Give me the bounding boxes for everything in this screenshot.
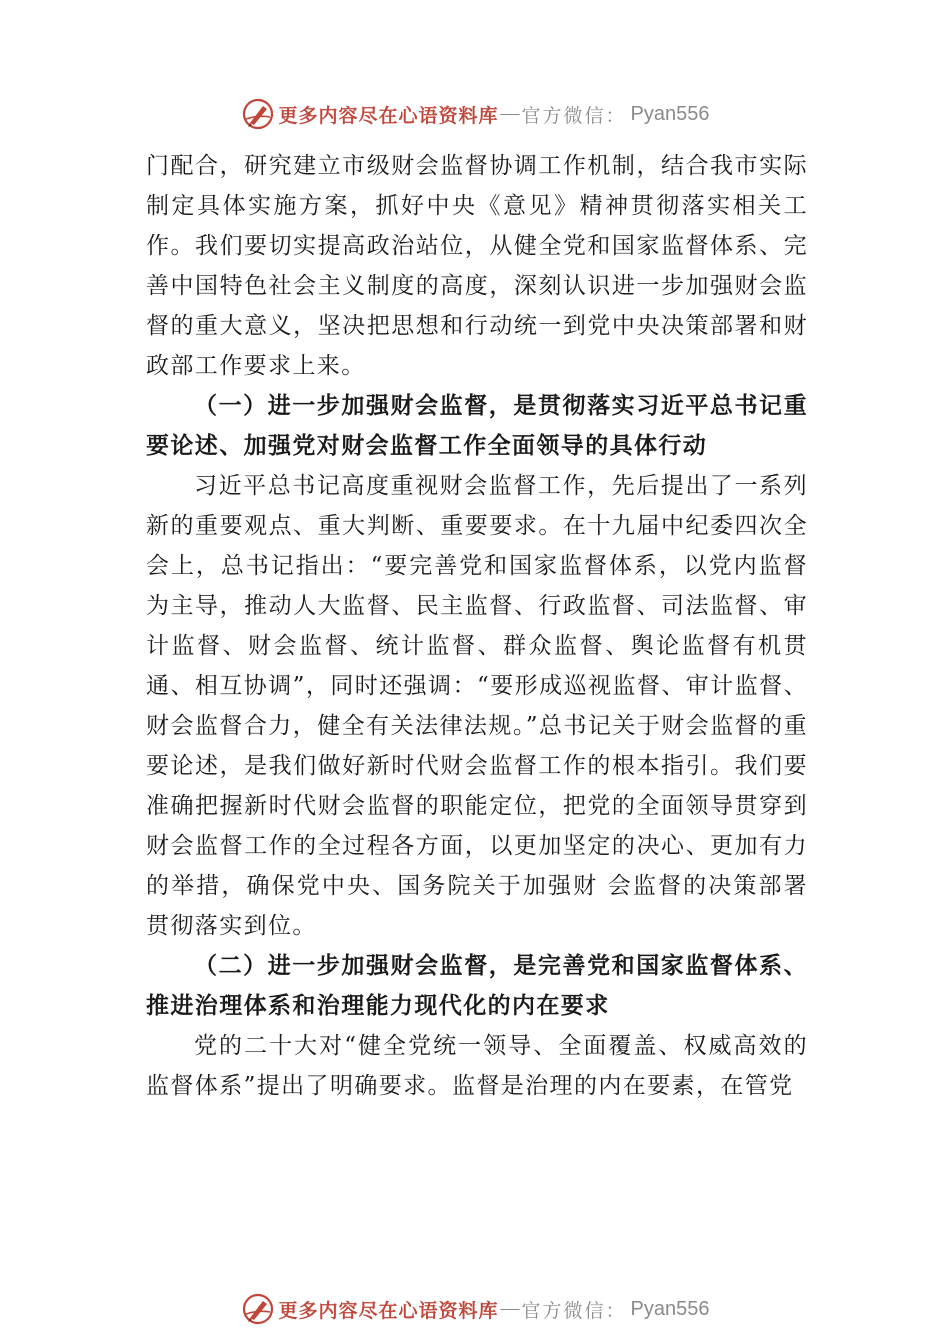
watermark-dash: — — [500, 103, 520, 124]
pen-logo-icon — [241, 97, 275, 131]
section-heading-2: （二）进一步加强财会监督，是完善党和国家监督体系、推进治理体系和治理能力现代化的内在要求 — [146, 952, 808, 1019]
watermark-wechat-label: 官方微信： — [521, 104, 627, 127]
watermark-title: 更多内容尽在心语资料库 — [278, 1299, 499, 1322]
section-heading-1: （一）进一步加强财会监督，是贯彻落实习近平总书记重要论述、加强党对财会监督工作全面领导的具体行动 — [146, 392, 808, 459]
paragraph-continuation: 门配合，研究建立市级财会监督协调工作机制，结合我市实际制定具体实施方案，抓好中央《意见》精神贯彻落实相关工作。我们要切实提高政治站位，从健全党和国家监督体系、完善中国特色社会主义制度的高度，深刻认识进一步加强财会监督的重大意义，坚决把思想和行动统一到党中央决策部署和财政部工作要求上来。 — [146, 153, 808, 379]
document-body — [146, 146, 808, 1106]
watermark-wechat-id: Pyan556 — [630, 102, 710, 125]
paragraph-body-1: 习近平总书记高度重视财会监督工作，先后提出了一系列新的重要观点、重大判断、重要要求。在十九届中纪委四次全会上，总书记指出：“要完善党和国家监督体系，以党内监督为主导，推动人大监督、民主监督、行政监督、司法监督、审计监督、财会监督、统计监督、群众监督、舆论监督有机贯通、相互协调”，同时还强调：“要形成巡视监督、审计监督、财会监督合力，健全有关法律法规。”总书记关于财会监督的重要论述，是我们做好新时代财会监督工作的根本指引。我们要准确把握新时代财会监督的职能定位，把党的全面领导贯穿到财会监督工作的全过程各方面，以更加坚定的决心、更加有力的举措，确保党中央、国务院关于加强财 会监督的决策部署贯彻落实到位。 — [146, 473, 808, 939]
watermark-dash: — — [500, 1298, 520, 1319]
watermark-header — [0, 96, 950, 132]
paragraph-body-2: 党的二十大对“健全党统一领导、全面覆盖、权威高效的监督体系”提出了明确要求。监督是治理的内在要素，在管党 — [146, 1033, 808, 1099]
watermark-footer — [0, 1291, 950, 1327]
watermark-wechat-id: Pyan556 — [630, 1297, 710, 1320]
watermark-wechat-label: 官方微信： — [521, 1299, 627, 1322]
watermark-title: 更多内容尽在心语资料库 — [278, 104, 499, 127]
pen-logo-icon — [241, 1292, 275, 1326]
